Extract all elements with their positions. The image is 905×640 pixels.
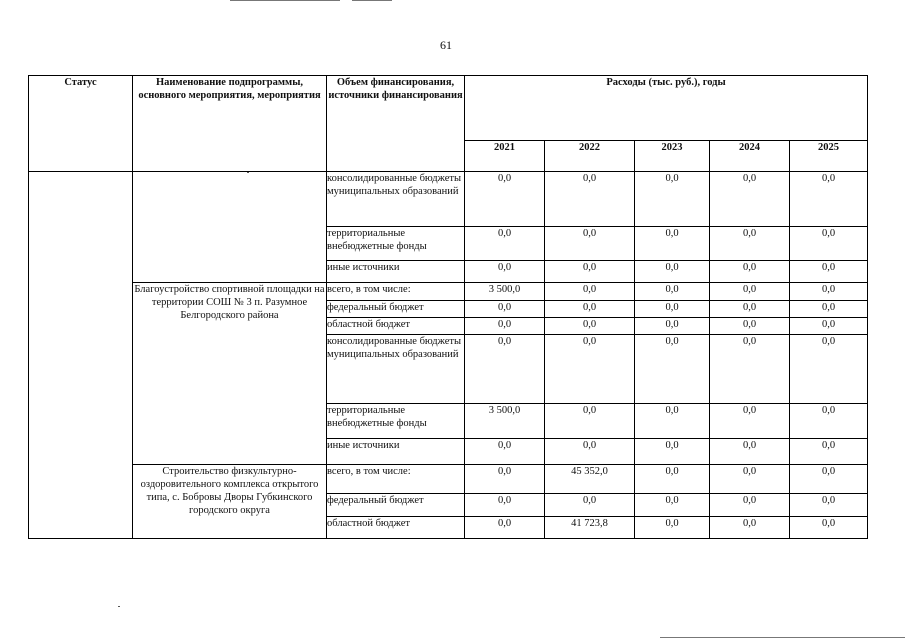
value-cell: 0,0 [465, 318, 545, 335]
source-cell: консолидированные бюджеты муниципальных образований [327, 335, 465, 404]
value-cell: 0,0 [545, 172, 635, 227]
header-volume: Объем финансирования, источники финансирования [327, 76, 465, 172]
value-cell: 0,0 [710, 301, 790, 318]
value-cell: 0,0 [710, 439, 790, 465]
value-cell: 0,0 [545, 494, 635, 517]
value-cell: 0,0 [465, 227, 545, 261]
value-cell: 0,0 [790, 335, 868, 404]
value-cell: 0,0 [635, 301, 710, 318]
page-number: 61 [440, 38, 452, 52]
value-cell: 0,0 [710, 172, 790, 227]
value-cell: 0,0 [790, 494, 868, 517]
scan-top-rule-2 [352, 0, 392, 1]
value-cell: 0,0 [790, 465, 868, 494]
table-row [29, 283, 868, 301]
value-cell: 0,0 [790, 261, 868, 283]
value-cell: 45 352,0 [545, 465, 635, 494]
name-cell-continued [133, 172, 327, 283]
table-row [29, 465, 868, 494]
value-cell: 0,0 [635, 227, 710, 261]
value-cell: 0,0 [710, 494, 790, 517]
source-cell: федеральный бюджет [327, 301, 465, 318]
value-cell: 0,0 [465, 465, 545, 494]
status-cell [29, 172, 133, 539]
header-year: 2023 [635, 141, 710, 172]
value-cell: 0,0 [635, 172, 710, 227]
value-cell: 0,0 [465, 301, 545, 318]
source-cell: иные источники [327, 439, 465, 465]
value-cell: 0,0 [465, 172, 545, 227]
value-cell: 0,0 [635, 318, 710, 335]
value-cell: 0,0 [635, 465, 710, 494]
value-cell: 0,0 [545, 261, 635, 283]
value-cell: 41 723,8 [545, 517, 635, 539]
value-cell: 0,0 [790, 227, 868, 261]
measure-name: Благоустройство спортивной площадки на территории СОШ № 3 п. Разумное Белгородского района [133, 283, 327, 465]
source-cell: областной бюджет [327, 517, 465, 539]
scan-top-rule [230, 0, 340, 1]
value-cell: 0,0 [790, 301, 868, 318]
source-cell: всего, в том числе: [327, 465, 465, 494]
value-cell: 0,0 [790, 318, 868, 335]
value-cell: 0,0 [465, 517, 545, 539]
value-cell: 0,0 [545, 227, 635, 261]
value-cell: 0,0 [635, 283, 710, 301]
header-expenses: Расходы (тыс. руб.), годы [465, 76, 868, 141]
value-cell: 0,0 [635, 494, 710, 517]
value-cell: 0,0 [635, 439, 710, 465]
source-cell: территориальные внебюджетные фонды [327, 404, 465, 439]
value-cell: 0,0 [790, 439, 868, 465]
value-cell: 0,0 [465, 494, 545, 517]
value-cell: 0,0 [710, 404, 790, 439]
value-cell: 0,0 [710, 517, 790, 539]
value-cell: 0,0 [790, 404, 868, 439]
header-year: 2021 [465, 141, 545, 172]
source-cell: иные источники [327, 261, 465, 283]
value-cell: 0,0 [545, 301, 635, 318]
scan-speck [118, 606, 120, 607]
financing-table [28, 75, 868, 539]
value-cell: 0,0 [710, 335, 790, 404]
value-cell: 0,0 [710, 318, 790, 335]
value-cell: 0,0 [545, 439, 635, 465]
value-cell: 0,0 [710, 261, 790, 283]
value-cell: 0,0 [635, 335, 710, 404]
value-cell: 0,0 [790, 283, 868, 301]
source-cell: консолидированные бюджеты муниципальных образований [327, 172, 465, 227]
source-cell: областной бюджет [327, 318, 465, 335]
value-cell: 0,0 [545, 335, 635, 404]
value-cell: 0,0 [790, 172, 868, 227]
value-cell: 0,0 [465, 335, 545, 404]
value-cell: 3 500,0 [465, 404, 545, 439]
header-year: 2024 [710, 141, 790, 172]
value-cell: 0,0 [635, 404, 710, 439]
value-cell: 0,0 [790, 517, 868, 539]
source-cell: федеральный бюджет [327, 494, 465, 517]
value-cell: 0,0 [635, 261, 710, 283]
table-row [29, 172, 868, 227]
value-cell: 0,0 [545, 283, 635, 301]
value-cell: 0,0 [545, 404, 635, 439]
value-cell: 0,0 [465, 439, 545, 465]
scan-bottom-rule [660, 637, 905, 638]
header-name: Наименование подпрограммы, основного мероприятия, мероприятия [133, 76, 327, 172]
value-cell: 0,0 [710, 465, 790, 494]
header-year: 2022 [545, 141, 635, 172]
value-cell: 0,0 [465, 261, 545, 283]
source-cell: территориальные внебюджетные фонды [327, 227, 465, 261]
header-year: 2025 [790, 141, 868, 172]
source-cell: всего, в том числе: [327, 283, 465, 301]
value-cell: 0,0 [635, 517, 710, 539]
value-cell: 0,0 [710, 227, 790, 261]
value-cell: 3 500,0 [465, 283, 545, 301]
value-cell: 0,0 [710, 283, 790, 301]
header-status: Статус [29, 76, 133, 172]
value-cell: 0,0 [545, 318, 635, 335]
measure-name: Строительство физкультурно-оздоровительного комплекса открытого типа, с. Бобровы Дворы Губкинского городского округа [133, 465, 327, 539]
